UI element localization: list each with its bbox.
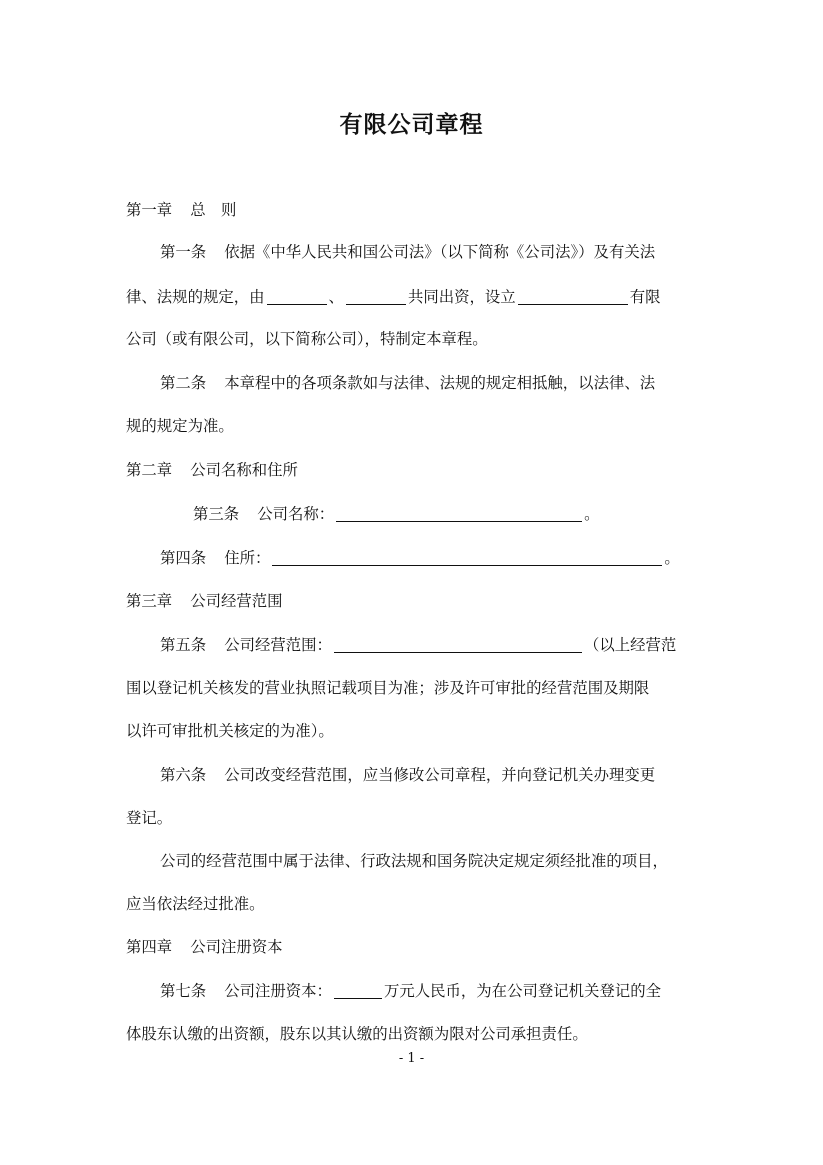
article-1-line-1 <box>160 242 655 262</box>
article-text: 律、法规的规定，由 <box>126 288 265 306</box>
article-3-line <box>193 504 600 524</box>
chapter-3-heading <box>126 591 283 611</box>
article-text: 有限 <box>629 288 661 306</box>
article-6-para-2-line-1: 公司的经营范围中属于法律、行政法规和国务院决定规定须经批准的项目， <box>160 852 668 870</box>
article-6-line-1 <box>160 765 655 785</box>
article-1-line-3: 公司（或有限公司，以下简称公司），特制定本章程。 <box>126 330 488 348</box>
article-7-line-1 <box>160 981 661 1001</box>
address-blank[interactable] <box>272 550 662 566</box>
article-5-line-3: 以许可审批机关核定的为准）。 <box>126 722 334 740</box>
article-5-line-2: 围以登记机关核发的营业执照记载项目为准；涉及许可审批的经营范围及期限 <box>126 679 650 697</box>
article-text: （以上经营范 <box>583 636 677 654</box>
article-label: 第五条 <box>160 636 207 654</box>
document-title: 有限公司章程 <box>339 111 484 138</box>
chapter-number: 第三章 <box>126 592 173 610</box>
registered-capital-blank[interactable] <box>334 983 382 999</box>
chapter-2-heading <box>126 460 298 480</box>
article-label: 第三条 <box>193 505 240 523</box>
article-text: 依据《中华人民共和国公司法》（以下简称《公司法》）及有关法 <box>224 243 656 261</box>
chapter-name: 总 则 <box>190 201 237 219</box>
article-label: 第七条 <box>160 982 207 1000</box>
article-text: 公司改变经营范围，应当修改公司章程，并向登记机关办理变更 <box>224 766 656 784</box>
article-text: 住所： <box>224 549 271 567</box>
article-1-line-2 <box>126 287 660 307</box>
page-number: - 1 - <box>398 1051 425 1066</box>
chapter-number: 第二章 <box>126 461 173 479</box>
chapter-number: 第一章 <box>126 201 173 219</box>
business-scope-blank[interactable] <box>334 637 582 653</box>
fill-blank[interactable] <box>267 289 327 305</box>
chapter-4-heading <box>126 937 283 957</box>
article-2-line-2: 规的规定为准。 <box>126 417 234 435</box>
fill-blank[interactable] <box>346 289 406 305</box>
article-text: 公司注册资本： <box>224 982 332 1000</box>
article-label: 第一条 <box>160 243 207 261</box>
chapter-name: 公司注册资本 <box>190 938 283 956</box>
chapter-name: 公司名称和住所 <box>190 461 298 479</box>
article-text: 本章程中的各项条款如与法律、法规的规定相抵触，以法律、法 <box>224 374 656 392</box>
article-label: 第四条 <box>160 549 207 567</box>
article-4-line <box>160 548 680 568</box>
article-text: 、 <box>328 288 344 306</box>
article-label: 第二条 <box>160 374 207 392</box>
article-6-line-2: 登记。 <box>126 809 173 827</box>
chapter-name: 公司经营范围 <box>190 592 283 610</box>
article-label: 第六条 <box>160 766 207 784</box>
fill-blank[interactable] <box>518 289 628 305</box>
article-text: 万元人民币，为在公司登记机关登记的全 <box>383 982 661 1000</box>
article-text: 共同出资，设立 <box>407 288 516 306</box>
article-2-line-1 <box>160 373 655 393</box>
chapter-1-heading <box>126 200 236 220</box>
company-name-blank[interactable] <box>336 506 582 522</box>
article-text: 。 <box>664 549 680 567</box>
article-text: 。 <box>584 505 600 523</box>
article-6-para-2-line-2: 应当依法经过批准。 <box>126 895 265 913</box>
article-text: 公司经营范围： <box>224 636 332 654</box>
article-text: 公司名称： <box>257 505 335 523</box>
article-5-line-1 <box>160 635 676 655</box>
article-7-line-2: 体股东认缴的出资额，股东以其认缴的出资额为限对公司承担责任。 <box>126 1025 588 1043</box>
chapter-number: 第四章 <box>126 938 173 956</box>
